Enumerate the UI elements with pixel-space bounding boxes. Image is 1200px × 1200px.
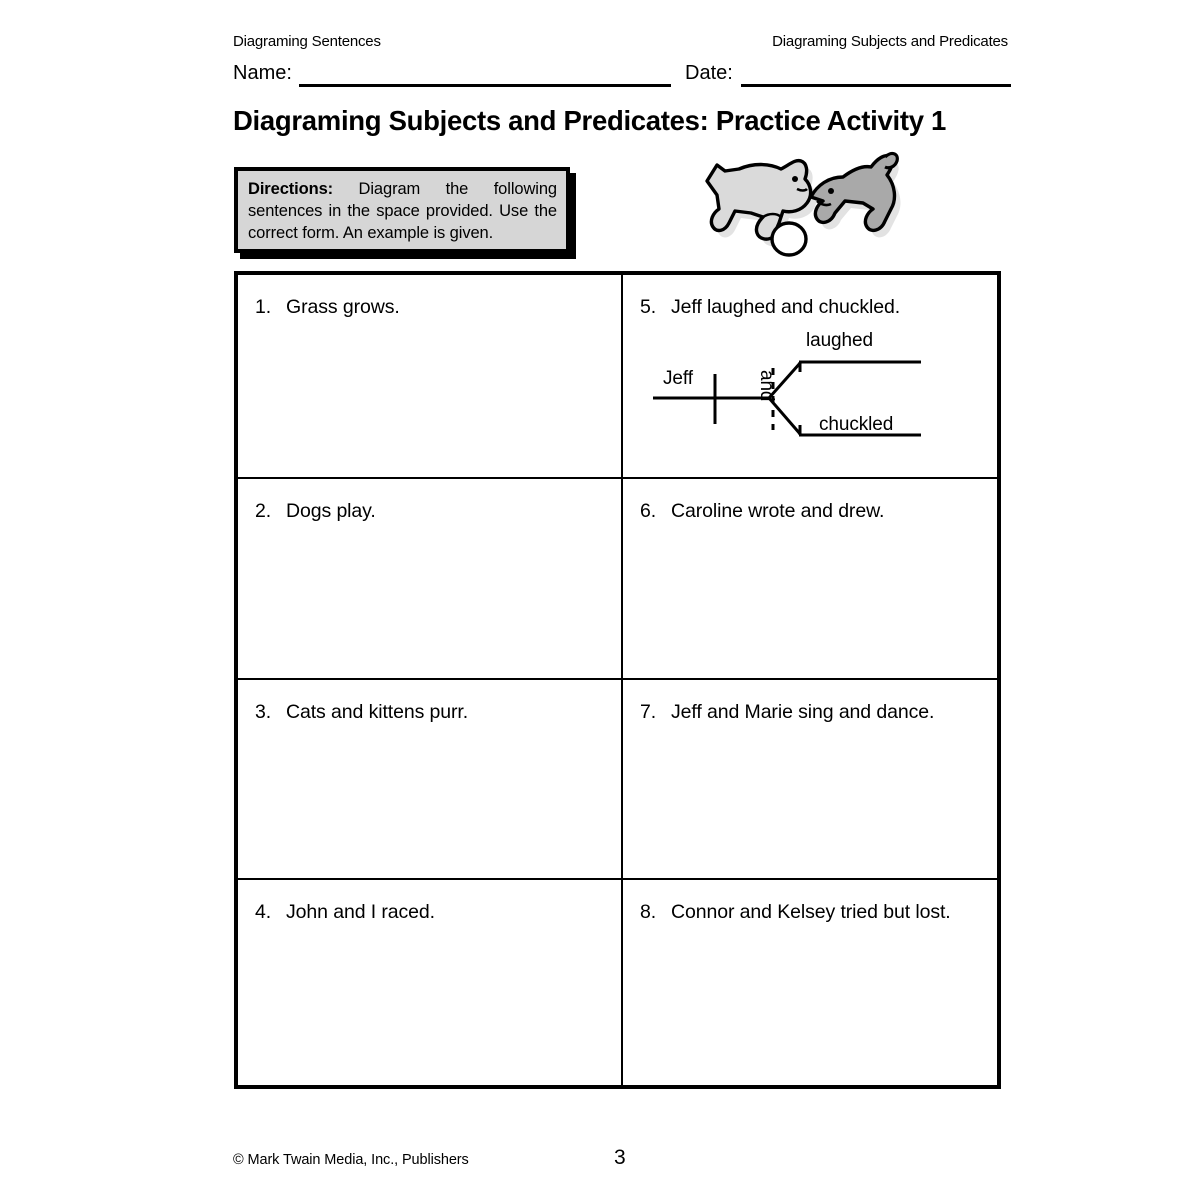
question-7-text: Jeff and Marie sing and dance. — [671, 701, 935, 723]
directions-body: Diagram the following sentences in the space provided. Use the correct form. An example is given. — [248, 180, 557, 242]
question-4-number: 4. — [255, 901, 272, 923]
question-5 — [640, 296, 900, 319]
answer-cell-4[interactable] — [238, 880, 623, 1085]
diagram-subject-label: Jeff — [663, 368, 693, 389]
table-row — [238, 878, 997, 1085]
diagram-predicate-upper-label: laughed — [806, 330, 873, 351]
table-row — [238, 275, 997, 477]
question-6-number: 6. — [640, 500, 657, 522]
running-head-left: Diagraming Sentences — [233, 33, 381, 50]
ball — [772, 223, 806, 255]
answer-cell-8[interactable] — [623, 880, 997, 1085]
directions-box — [234, 167, 570, 253]
directions-text — [248, 179, 557, 244]
question-3-number: 3. — [255, 701, 272, 723]
question-8-number: 8. — [640, 901, 657, 923]
question-8 — [640, 901, 951, 924]
question-4 — [255, 901, 435, 924]
directions-box-body — [234, 167, 570, 253]
question-3-text: Cats and kittens purr. — [286, 701, 469, 723]
question-3 — [255, 701, 468, 724]
worksheet-grid — [234, 271, 1001, 1089]
footer-copyright: © Mark Twain Media, Inc., Publishers — [233, 1152, 469, 1168]
two-dogs-icon — [697, 143, 913, 263]
answer-cell-6[interactable] — [623, 479, 997, 678]
footer-page-number: 3 — [614, 1146, 626, 1169]
question-2-number: 2. — [255, 500, 272, 522]
two-dogs-illustration — [697, 143, 913, 263]
right-dog-eye — [828, 188, 834, 194]
question-5-number: 5. — [640, 296, 657, 318]
question-6-text: Caroline wrote and drew. — [671, 500, 885, 522]
question-5-text: Jeff laughed and chuckled. — [671, 296, 901, 318]
example-sentence-diagram — [651, 330, 951, 465]
running-head-right: Diagraming Subjects and Predicates — [772, 33, 1008, 50]
table-row — [238, 678, 997, 878]
question-6 — [640, 500, 884, 523]
name-input-line[interactable] — [299, 84, 671, 87]
question-2-text: Dogs play. — [286, 500, 376, 522]
date-label: Date: — [685, 62, 733, 84]
question-2 — [255, 500, 376, 523]
sentence-diagram-lines — [651, 330, 951, 465]
directions-label: Directions: — [248, 180, 334, 198]
question-1-text: Grass grows. — [286, 296, 400, 318]
question-7 — [640, 701, 934, 724]
question-1-number: 1. — [255, 296, 272, 318]
answer-cell-3[interactable] — [238, 680, 623, 878]
answer-cell-2[interactable] — [238, 479, 623, 678]
question-8-text: Connor and Kelsey tried but lost. — [671, 901, 951, 923]
question-4-text: John and I raced. — [286, 901, 435, 923]
name-label: Name: — [233, 62, 292, 84]
answer-cell-5[interactable] — [623, 275, 997, 477]
question-7-number: 7. — [640, 701, 657, 723]
date-input-line[interactable] — [741, 84, 1011, 87]
question-1 — [255, 296, 400, 319]
name-date-row — [233, 62, 1011, 90]
page-title: Diagraming Subjects and Predicates: Practice Activity 1 — [233, 105, 947, 136]
diagram-conjunction-label: and — [756, 370, 777, 402]
left-dog-eye — [792, 176, 798, 182]
diagram-predicate-lower-label: chuckled — [819, 414, 894, 435]
answer-cell-1[interactable] — [238, 275, 623, 477]
table-row — [238, 477, 997, 678]
answer-cell-7[interactable] — [623, 680, 997, 878]
